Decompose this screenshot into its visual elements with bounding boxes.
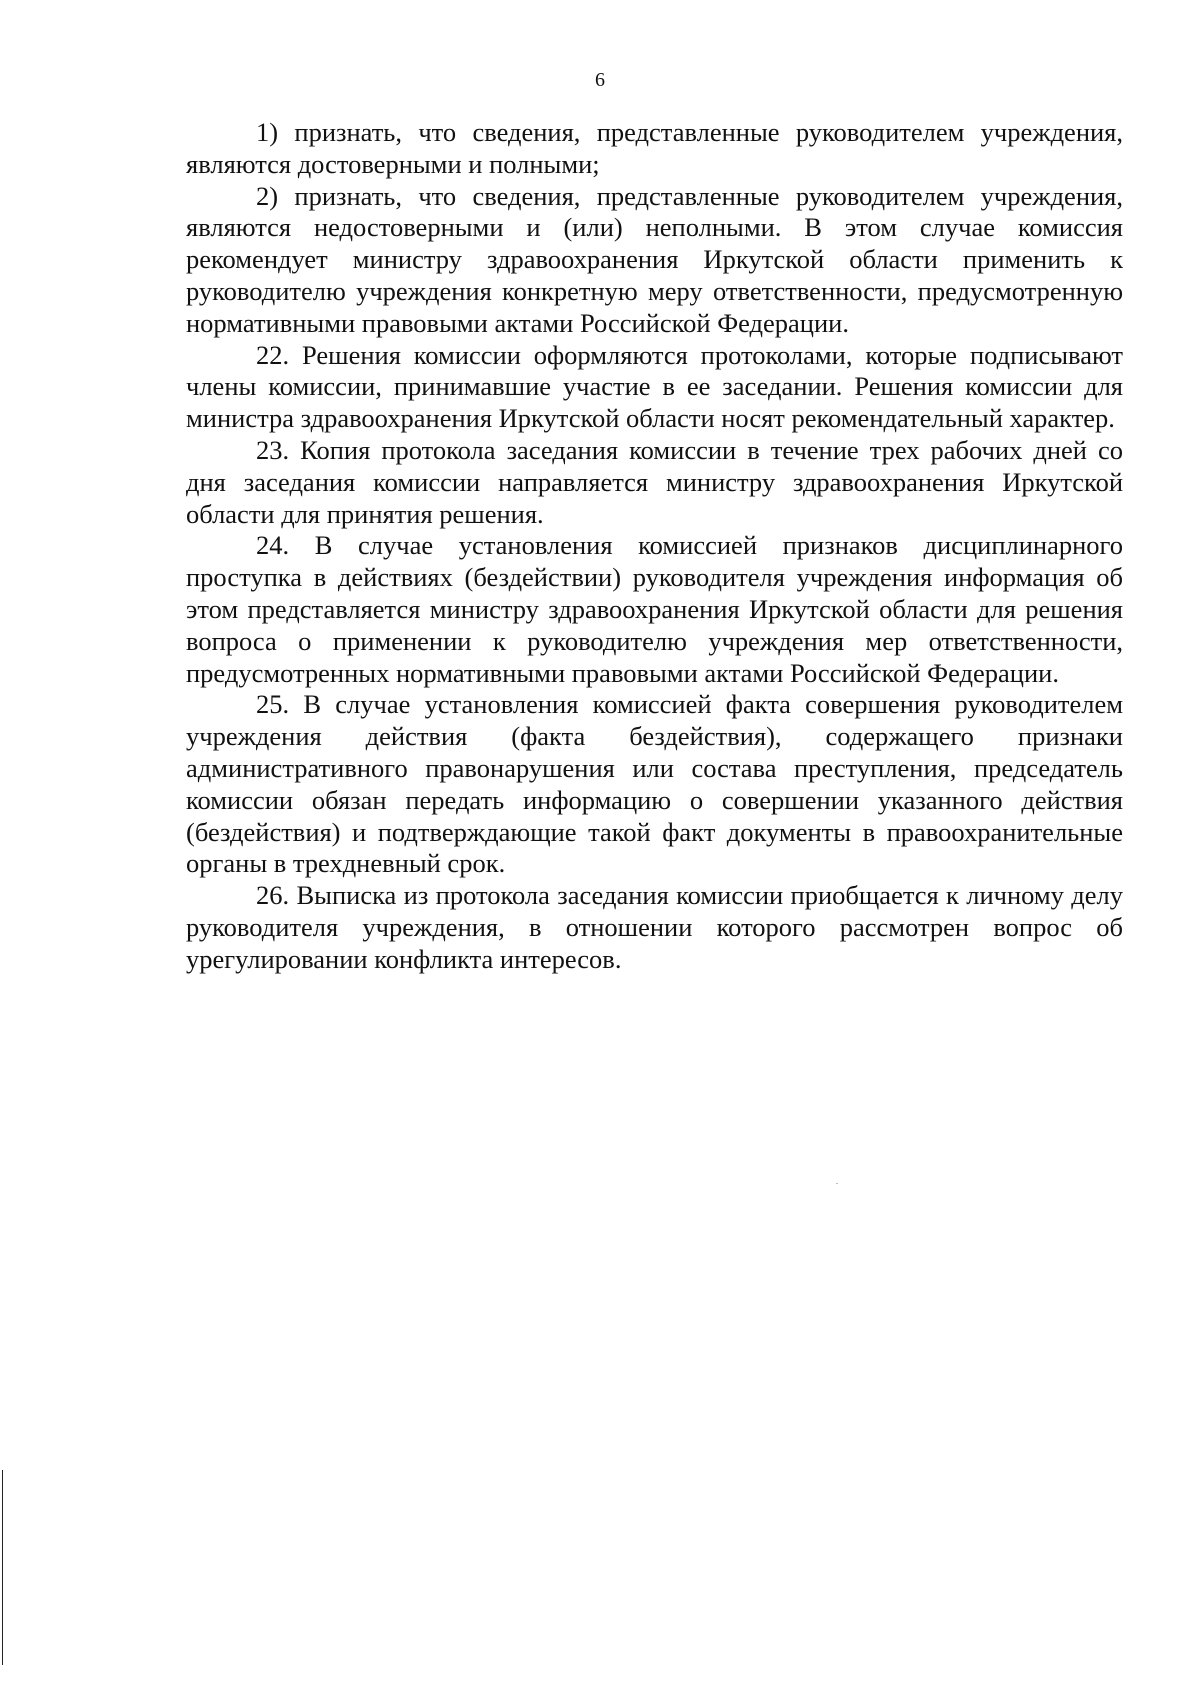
paragraph-item-2: 2) признать, что сведения, представленные руководителем учреждения, являются недостоверными и (или) неполными. В этом случае комиссия рекомендует министру здравоохранения Иркутской области применить к руководителю учреждения конкретную меру ответственности, предусмотренную нормативными правовыми актами Российской Федерации. (186, 180, 1123, 338)
document-body (186, 117, 1123, 976)
scan-edge-line (2, 1470, 3, 1665)
page-number: 6 (595, 69, 605, 91)
paragraph-item-1: 1) признать, что сведения, представленные руководителем учреждения, являются достоверными и полными; (186, 117, 1123, 179)
paragraph-22: 22. Решения комиссии оформляются протоколами, которые подписывают члены комиссии, принимавшие участие в ее заседании. Решения комиссии для министра здравоохранения Иркутской области носят рекомендательный характер. (186, 339, 1123, 434)
paragraph-24: 24. В случае установления комиссией признаков дисциплинарного проступка в действиях (бездействии) руководителя учреждения информация об этом представляется министру здравоохранения Иркутской области для решения вопроса о применении к руководителю учреждения мер ответственности, предусмотренных нормативными правовыми актами Российской Федерации. (186, 530, 1123, 688)
paragraph-25: 25. В случае установления комиссией факта совершения руководителем учреждения действия (факта бездействия), содержащего признаки административного правонарушения или состава преступления, председатель комиссии обязан передать информацию о совершении указанного действия (бездействия) и подтверждающие такой факт документы в правоохранительные органы в трехдневный срок. (186, 689, 1123, 879)
paragraph-23: 23. Копия протокола заседания комиссии в течение трех рабочих дней со дня заседания комиссии направляется министру здравоохранения Иркутской области для принятия решения. (186, 434, 1123, 529)
paragraph-26: 26. Выписка из протокола заседания комиссии приобщается к личному делу руководителя учреждения, в отношении которого рассмотрен вопрос об урегулировании конфликта интересов. (186, 880, 1123, 974)
scan-speck (836, 1183, 838, 1184)
